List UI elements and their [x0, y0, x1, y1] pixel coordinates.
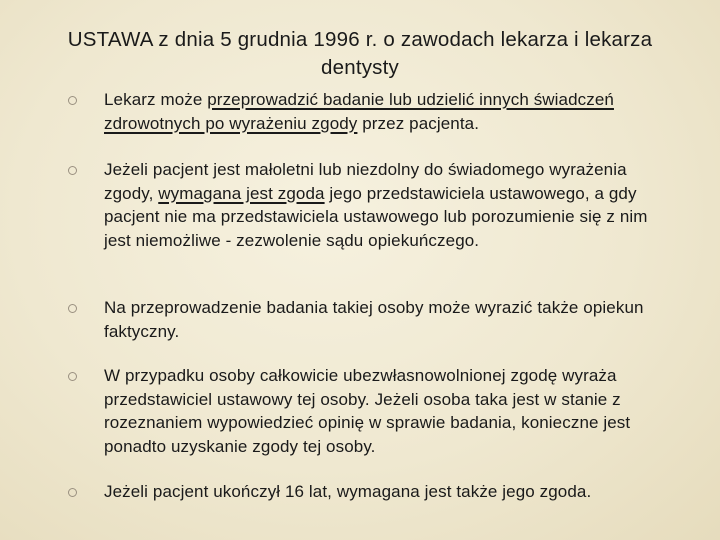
bullet-text	[104, 88, 668, 135]
bullet-circle-icon	[68, 166, 77, 175]
bullet-text-segment: Jeżeli pacjent jest małoletni lub niezdolny do świadomego wyrażenia zgody,	[104, 160, 627, 203]
bullet-circle-icon	[68, 372, 77, 381]
bullet-text	[104, 158, 668, 252]
bullet-item	[68, 480, 668, 504]
bullet-circle-icon	[68, 304, 77, 313]
bullet-text-segment: jego przedstawiciela ustawowego, a gdy pacjent nie ma przedstawiciela ustawowego lub porozumienie się z nim jest niemożliwe - zezwolenie sądu opiekuńczego.	[104, 183, 648, 250]
bullet-circle-icon	[68, 488, 77, 497]
underlined-phrase: wymagana jest zgoda	[158, 183, 325, 203]
bullet-item	[68, 88, 668, 135]
bullet-item	[68, 158, 668, 252]
bullet-item	[68, 296, 668, 343]
bullet-text-segment: przez pacjenta.	[357, 113, 480, 133]
bullet-text	[104, 480, 668, 504]
bullet-text-segment: Jeżeli pacjent ukończył 16 lat, wymagana jest także jego zgoda.	[104, 482, 592, 501]
bullet-text	[104, 364, 668, 458]
bullet-text-segment: Lekarz może	[104, 90, 208, 109]
bullet-circle-icon	[68, 96, 77, 105]
slide-title: USTAWA z dnia 5 grudnia 1996 r. o zawodach lekarza i lekarza dentysty	[67, 28, 653, 79]
bullet-text	[104, 296, 668, 343]
bullet-item	[68, 364, 668, 458]
underlined-phrase: przeprowadzić badanie lub udzielić innych świadczeń zdrowotnych po wyrażeniu zgody	[104, 90, 614, 133]
bullet-text-segment: W przypadku osoby całkowicie ubezwłasnowolnionej zgodę wyraża przedstawiciel ustawowy tej osoby. Jeżeli osoba taka jest w stanie z rozeznaniem wypowiedzieć opinię w sprawie badania, konieczne jest ponadto uzyskanie zgody tej osoby.	[104, 366, 631, 456]
bullet-text-segment: Na przeprowadzenie badania takiej osoby może wyrazić także opiekun faktyczny.	[104, 298, 644, 341]
